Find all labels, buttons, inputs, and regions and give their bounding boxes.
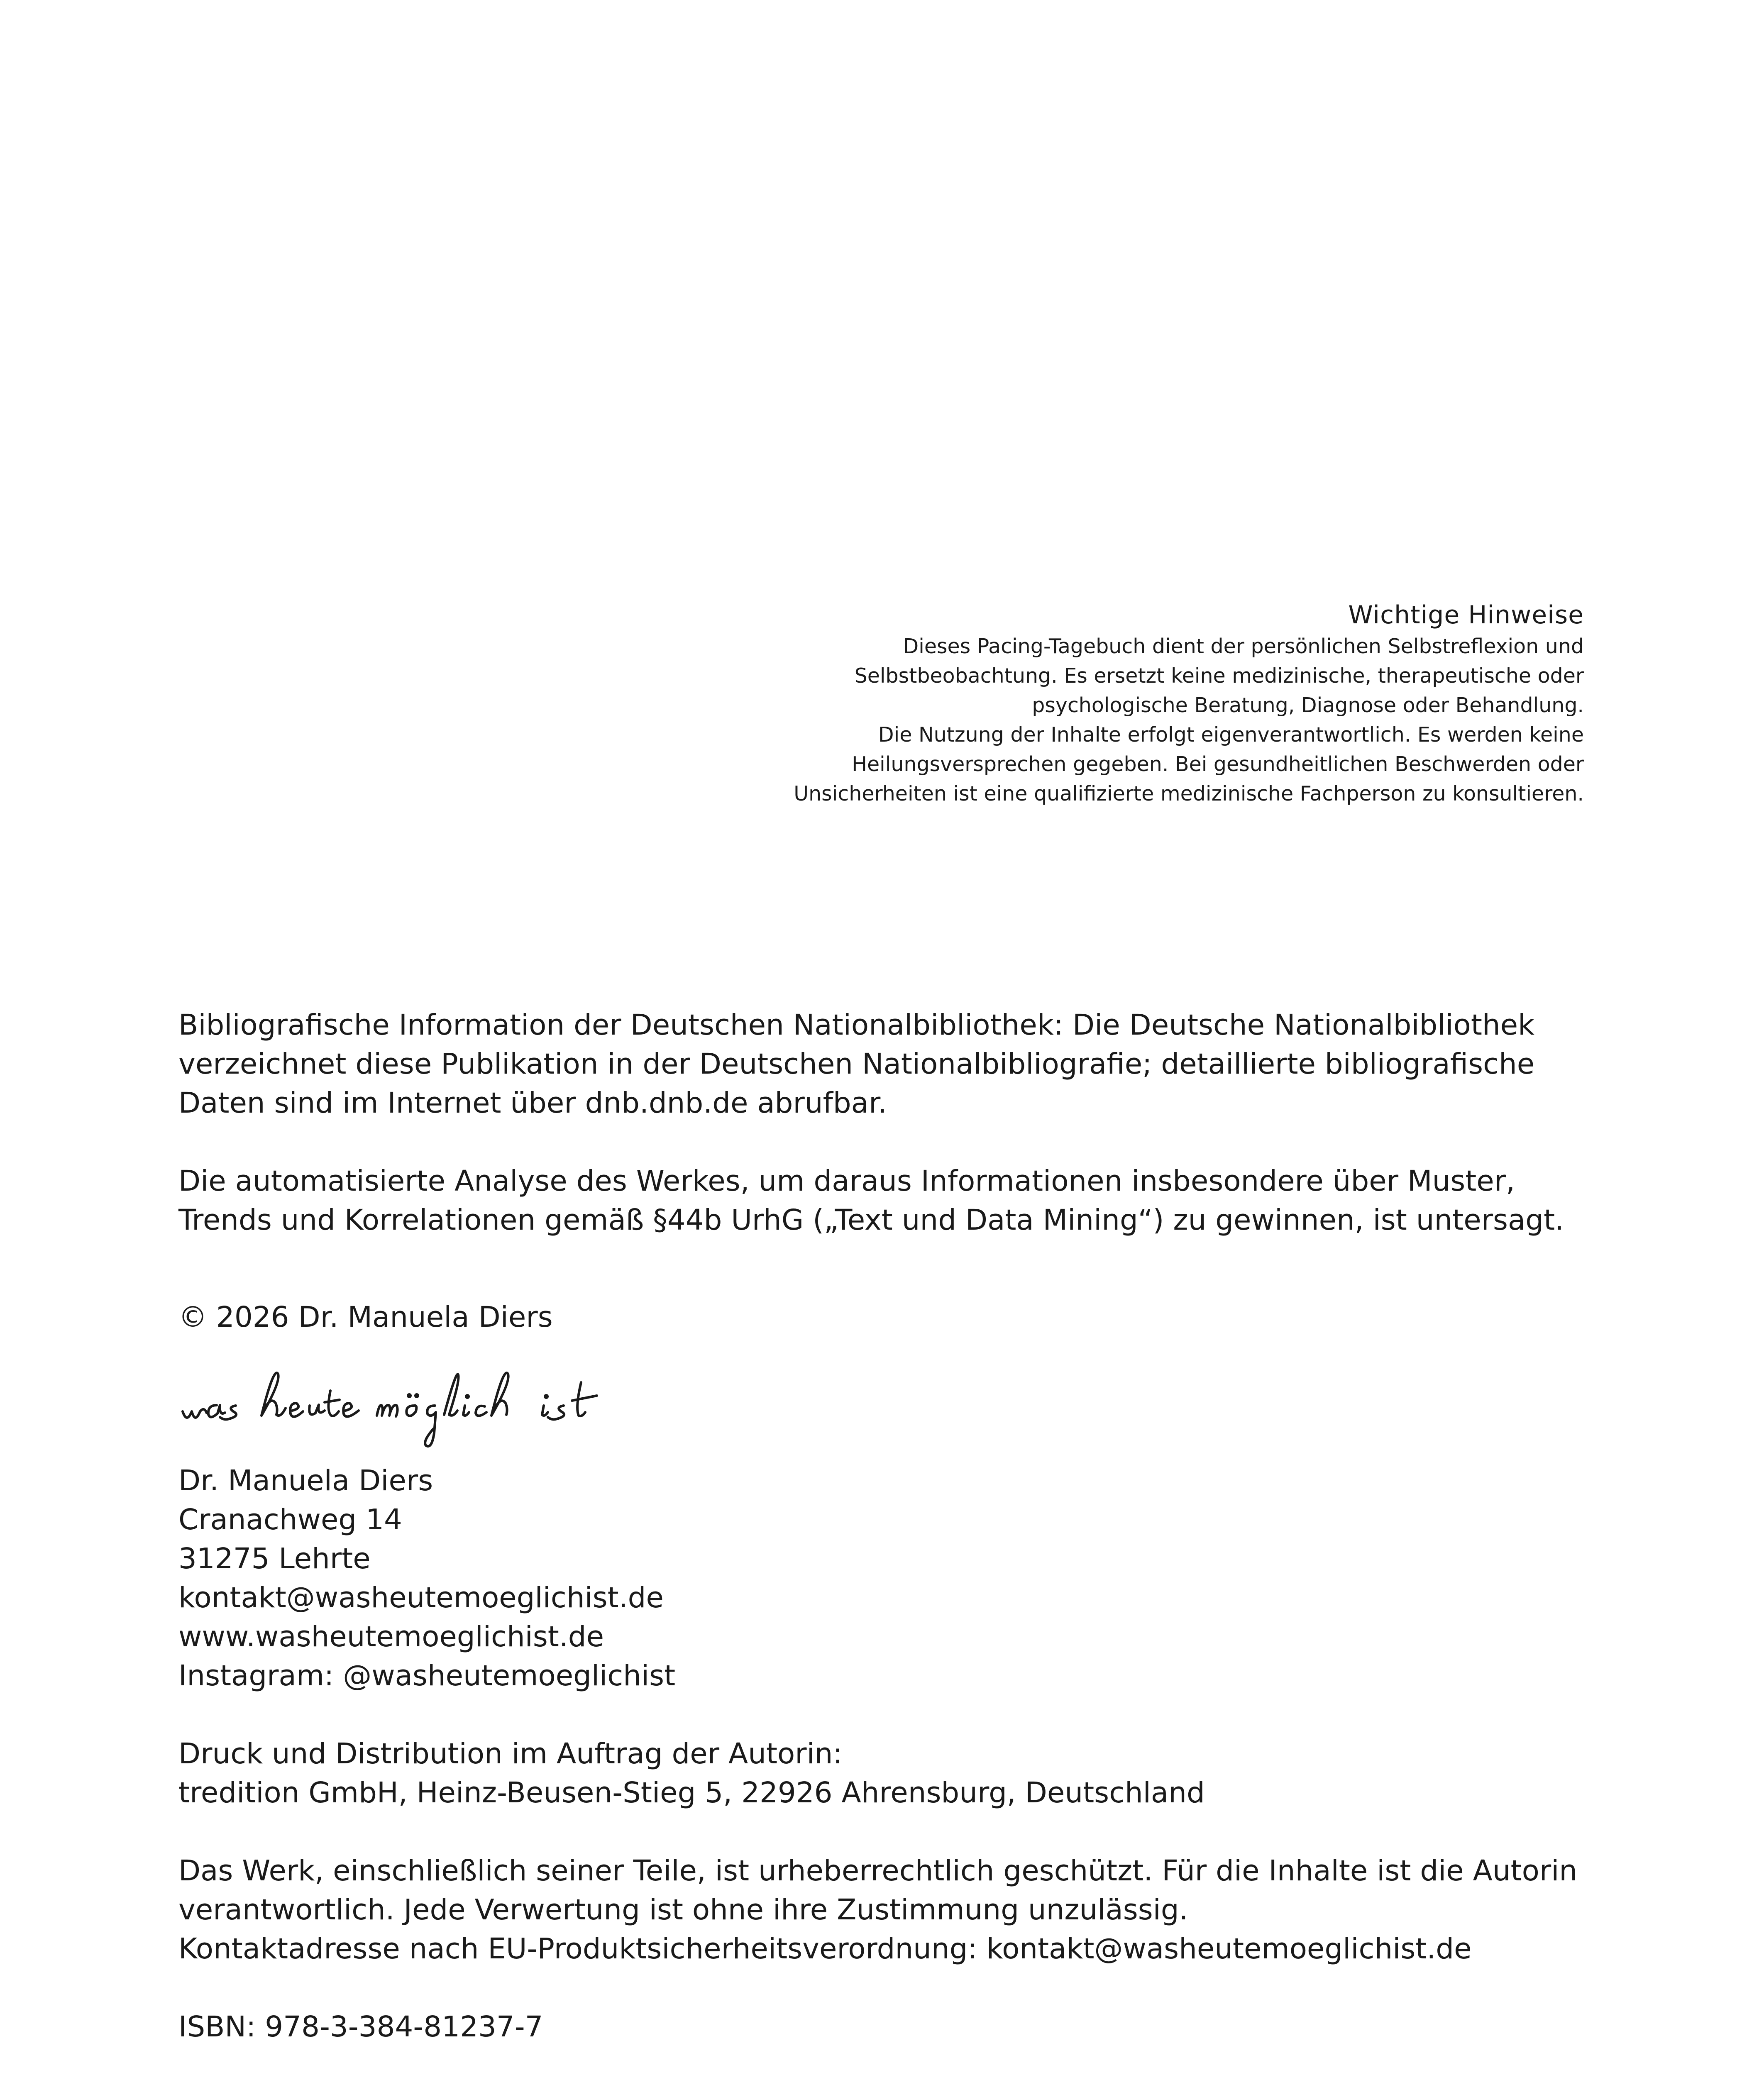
contact-instagram[interactable]: Instagram: @washeutemoeglichist bbox=[178, 1659, 676, 1692]
bibliographic-line: verzeichnet diese Publikation in der Deutschen Nationalbibliografie; detaillierte bibliografische bbox=[178, 1047, 1535, 1081]
contact-name: Dr. Manuela Diers bbox=[178, 1464, 433, 1497]
copyright-line: © 2026 Dr. Manuela Diers bbox=[178, 1301, 553, 1334]
important-notice bbox=[671, 598, 1584, 808]
legal-line: Kontaktadresse nach EU-Produktsicherheitsverordnung: kontakt@washeutemoeglichist.de bbox=[178, 1932, 1472, 1965]
distribution-block bbox=[178, 1734, 1606, 1812]
distribution-line: Druck und Distribution im Auftrag der Autorin: bbox=[178, 1737, 843, 1770]
brand-logo bbox=[178, 1366, 1606, 1461]
contact-street: Cranachweg 14 bbox=[178, 1503, 402, 1536]
tdm-line: Trends und Korrelationen gemäß §44b UrhG („Text und Data Mining“) zu gewinnen, ist untersagt. bbox=[178, 1204, 1564, 1237]
legal-line: verantwortlich. Jede Verwertung ist ohne ihre Zustimmung unzulässig. bbox=[178, 1893, 1188, 1926]
imprint-main bbox=[178, 1006, 1606, 2046]
bibliographic-line: Daten sind im Internet über dnb.dnb.de abrufbar. bbox=[178, 1086, 887, 1120]
contact-city: 31275 Lehrte bbox=[178, 1542, 371, 1575]
notice-line: Die Nutzung der Inhalte erfolgt eigenverantwortlich. Es werden keine bbox=[878, 723, 1584, 747]
contact-website[interactable]: www.washeutemoeglichist.de bbox=[178, 1620, 604, 1653]
text-data-mining-notice bbox=[178, 1162, 1606, 1240]
contact-block bbox=[178, 1461, 1606, 1695]
legal-block bbox=[178, 1851, 1606, 1968]
contact-email[interactable]: kontakt@washeutemoeglichist.de bbox=[178, 1581, 664, 1614]
distribution-line: tredition GmbH, Heinz-Beusen-Stieg 5, 22926 Ahrensburg, Deutschland bbox=[178, 1776, 1205, 1809]
bibliographic-line: Bibliografische Information der Deutschen Nationalbibliothek: Die Deutsche Nationalbibliothek bbox=[178, 1008, 1535, 1042]
notice-title: Wichtige Hinweise bbox=[1348, 601, 1584, 630]
isbn-line: ISBN: 978-3-384-81237-7 bbox=[178, 2010, 543, 2043]
notice-line: Dieses Pacing-Tagebuch dient der persönlichen Selbstreflexion und bbox=[903, 635, 1584, 658]
tdm-line: Die automatisierte Analyse des Werkes, um daraus Informationen insbesondere über Muster, bbox=[178, 1164, 1515, 1198]
handwritten-logo bbox=[178, 1366, 635, 1461]
notice-line: psychologische Beratung, Diagnose oder Behandlung. bbox=[1032, 693, 1584, 717]
notice-line: Selbstbeobachtung. Es ersetzt keine medizinische, therapeutische oder bbox=[854, 664, 1584, 688]
notice-line: Unsicherheiten ist eine qualifizierte medizinische Fachperson zu konsultieren. bbox=[794, 782, 1584, 806]
bibliographic-info bbox=[178, 1006, 1606, 1123]
legal-line: Das Werk, einschließlich seiner Teile, ist urheberrechtlich geschützt. Für die Inhalte ist die Autorin bbox=[178, 1854, 1578, 1887]
notice-line: Heilungsversprechen gegeben. Bei gesundheitlichen Beschwerden oder bbox=[852, 752, 1584, 776]
